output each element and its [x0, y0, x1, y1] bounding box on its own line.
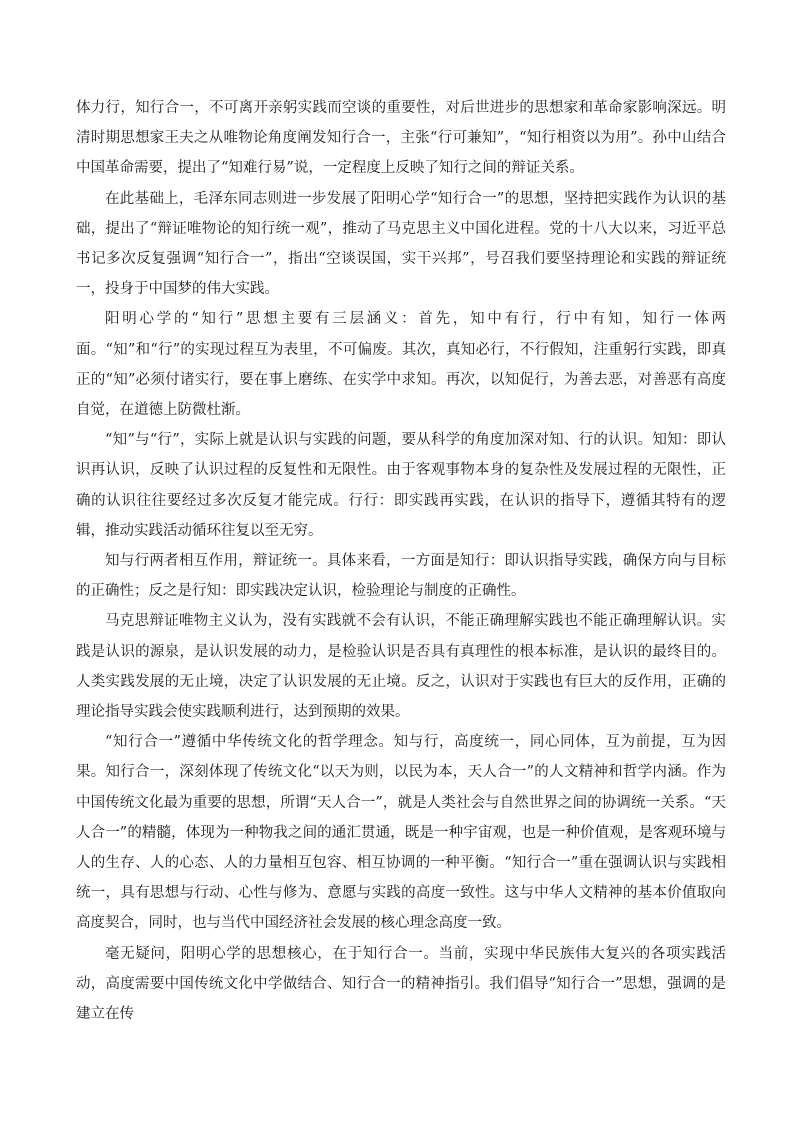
paragraph-2: 在此基础上，毛泽东同志则进一步发展了阳明心学“知行合一”的思想，坚持把实践作为认识的基础，提出了“辩证唯物论的知行统一观”，推动了马克思主义中国化进程。党的十八大以来，习近平总书记多次反复强调“知行合一”，指出“空谈误国，实干兴邦”，号召我们要坚持理论和实践的辩证统一，投身于中国梦的伟大实践。: [76, 190, 726, 298]
paragraph-6: 马克思辩证唯物主义认为，没有实践就不会有认识，不能正确理解实践也不能正确理解认识。实践是认识的源泉，是认识发展的动力，是检验认识是否具有真理性的根本标准，是认识的最终目的。人类实践发展的无止境，决定了认识发展的无止境。反之，认识对于实践也有巨大的反作用，正确的理论指导实践会使实践顺利进行，达到预期的效果。: [76, 613, 726, 721]
paragraph-8: 毫无疑问，阳明心学的思想核心，在于知行合一。当前，实现中华民族伟大复兴的各项实践活动，高度需要中国传统文化中学做结合、知行合一的精神指引。我们倡导“知行合一”思想，强调的是建立在传: [76, 945, 726, 1023]
paragraph-1: 体力行，知行合一，不可离开亲躬实践而空谈的重要性，对后世进步的思想家和革命家影响深远。明清时期思想家王夫之从唯物论角度阐发知行合一，主张“行可兼知”，“知行相资以为用”。孙中山结合中国革命需要，提出了“知难行易”说，一定程度上反映了知行之间的辩证关系。: [76, 100, 726, 177]
article-body: [76, 93, 726, 1029]
paragraph-7: “知行合一”遵循中华传统文化的哲学理念。知与行，高度统一，同心同体，互为前提，互为因果。知行合一，深刻体现了传统文化“以天为则，以民为本，天人合一”的人文精神和哲学内涵。作为中国传统文化最为重要的思想，所谓“天人合一”，就是人类社会与自然世界之间的协调统一关系。“天人合一”的精髓，体现为一种物我之间的通汇贯通，既是一种宇宙观，也是一种价值观，是客观环境与人的生存、人的心态、人的力量相互包容、相互协调的一种平衡。“知行合一”重在强调认识与实践相统一，具有思想与行动、心性与修为、意愿与实践的高度一致性。这与中华人文精神的基本价值取向高度契合，同时，也与当代中国经济社会发展的核心理念高度一致。: [76, 734, 726, 932]
paragraph-3: 阳明心学的“知行”思想主要有三层涵义：首先，知中有行，行中有知，知行一体两面。“知”和“行”的实现过程互为表里，不可偏废。其次，真知必行，不行假知，注重躬行实践，即真正的“知”必须付诸实行，要在事上磨练、在实学中求知。再次，以知促行，为善去恶，对善恶有高度自觉，在道德上防微杜渐。: [76, 311, 726, 419]
paragraph-5: 知与行两者相互作用，辩证统一。具体来看，一方面是知行：即认识指导实践，确保方向与目标的正确性；反之是行知：即实践决定认识，检验理论与制度的正确性。: [76, 553, 726, 600]
paragraph-4: “知”与“行”，实际上就是认识与实践的问题，要从科学的角度加深对知、行的认识。知知：即认识再认识，反映了认识过程的反复性和无限性。由于客观事物本身的复杂性及发展过程的无限性，正确的认识往往要经过多次反复才能完成。行行：即实践再实践，在认识的指导下，遵循其特有的逻辑，推动实践活动循环往复以至无穷。: [76, 432, 726, 539]
